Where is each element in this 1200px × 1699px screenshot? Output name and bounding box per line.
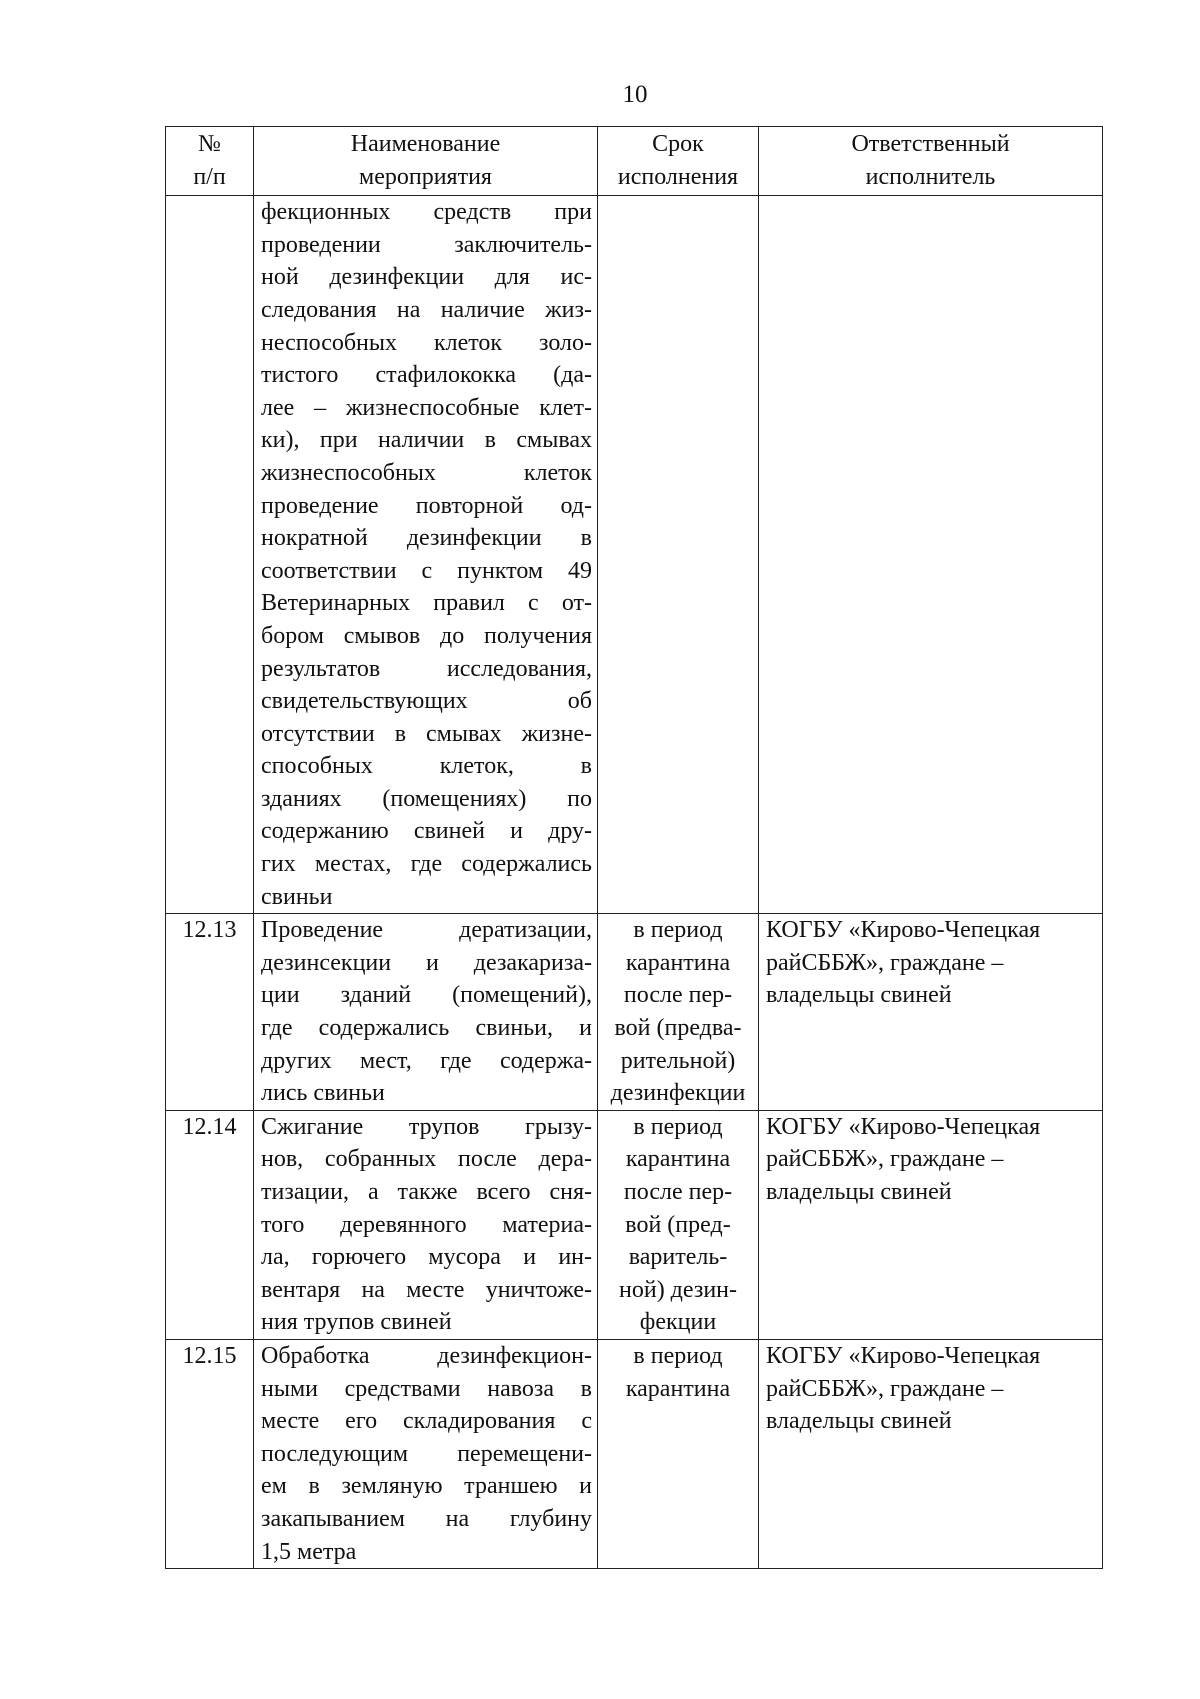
measure-name-cell bbox=[254, 1339, 598, 1568]
row-number: 12.13 bbox=[182, 917, 237, 944]
header-term-line: Срок bbox=[652, 131, 704, 157]
header-num-line: п/п bbox=[193, 163, 226, 190]
measure-name-line: Проведение дератизации, bbox=[261, 917, 592, 944]
measure-name-line: проведении заключитель- bbox=[261, 231, 592, 258]
measure-name-line: где содержались свиньи, и bbox=[261, 1015, 592, 1042]
measure-name-line: ными средствами навоза в bbox=[261, 1375, 592, 1402]
header-num bbox=[166, 127, 254, 196]
term-line: карантина bbox=[625, 1146, 731, 1173]
measure-name-line: содержанию свиней и дру- bbox=[261, 818, 592, 845]
measure-name-line: ла, горючего мусора и ин- bbox=[261, 1244, 592, 1271]
measure-name-line: лись свиньи bbox=[261, 1080, 385, 1107]
responsible-line: КОГБУ «Кирово-Чепецкая bbox=[766, 1113, 1041, 1140]
responsible-line: владельцы свиней bbox=[766, 1179, 952, 1205]
header-resp-line: Ответственный bbox=[851, 131, 1010, 157]
measures-table bbox=[165, 126, 1103, 1569]
responsible-cell bbox=[759, 914, 1103, 1111]
header-name-line: мероприятия bbox=[359, 163, 492, 190]
measure-name-line: свидетельствующих об bbox=[261, 688, 592, 715]
measure-name-line: следования на наличие жиз- bbox=[261, 296, 592, 323]
header-name bbox=[254, 127, 598, 196]
table-body bbox=[166, 196, 1103, 1569]
row-number: 12.14 bbox=[182, 1113, 237, 1140]
term-cell bbox=[598, 1339, 759, 1568]
header-name-line: Наименование bbox=[350, 131, 501, 157]
measure-name-line: тистого стафилококка (да- bbox=[261, 362, 592, 389]
responsible-line: райСББЖ», граждане – bbox=[766, 1375, 1004, 1402]
responsible-line: райСББЖ», граждане – bbox=[766, 1146, 1004, 1173]
term-line: варитель- bbox=[628, 1244, 728, 1271]
term-line: ной) дезин- bbox=[619, 1276, 737, 1303]
responsible-line: райСББЖ», граждане – bbox=[766, 949, 1004, 976]
term-cell bbox=[598, 1110, 759, 1339]
term-line: рительной) bbox=[620, 1047, 736, 1074]
header-term bbox=[598, 127, 759, 196]
measure-name-line: зданиях (помещениях) по bbox=[261, 785, 592, 812]
term-line: карантина bbox=[625, 949, 731, 976]
term-line: фекции bbox=[639, 1309, 717, 1336]
term-line: в период bbox=[633, 1342, 723, 1369]
measure-name-cell bbox=[254, 196, 598, 914]
measure-name-line: проведение повторной од- bbox=[261, 492, 592, 519]
measure-name-line: Ветеринарных правил с от- bbox=[261, 590, 592, 617]
measure-name-line: неспособных клеток золо- bbox=[261, 329, 592, 356]
measure-name-line: Сжигание трупов грызу- bbox=[261, 1113, 592, 1140]
table-header-row bbox=[166, 127, 1103, 196]
measure-name-line: соответствии с пунктом 49 bbox=[261, 557, 592, 584]
measure-name-cell bbox=[254, 1110, 598, 1339]
page-number: 10 bbox=[622, 81, 648, 108]
measure-name-line: Обработка дезинфекцион- bbox=[261, 1342, 592, 1369]
measure-name-line: ной дезинфекции для ис- bbox=[261, 264, 592, 291]
responsible-cell bbox=[759, 1110, 1103, 1339]
measure-name-line: ции зданий (помещений), bbox=[261, 982, 592, 1009]
responsible-line: владельцы свиней bbox=[766, 1408, 952, 1435]
responsible-line: КОГБУ «Кирово-Чепецкая bbox=[766, 917, 1041, 944]
term-line: вой (пред- bbox=[625, 1211, 731, 1238]
measure-name-line: того деревянного материа- bbox=[261, 1211, 592, 1238]
measure-name-line: лее – жизнеспособные клет- bbox=[261, 394, 592, 421]
measure-name-line: отсутствии в смывах жизне- bbox=[261, 720, 592, 747]
term-line: в период bbox=[633, 917, 723, 944]
measure-name-line: ки), при наличии в смывах bbox=[261, 427, 592, 454]
term-line: вой (предва- bbox=[614, 1015, 742, 1042]
measure-name-line: вентаря на месте уничтоже- bbox=[261, 1276, 592, 1303]
header-term-line: исполнения bbox=[617, 163, 739, 190]
measure-name-line: тизации, а также всего сня- bbox=[261, 1179, 592, 1205]
term-line: после пер- bbox=[623, 982, 733, 1009]
measure-name-line: результатов исследования, bbox=[261, 655, 592, 682]
term-line: карантина bbox=[625, 1375, 731, 1402]
term-line: после пер- bbox=[623, 1179, 733, 1205]
measure-name-line: жизнеспособных клеток bbox=[261, 459, 592, 486]
responsible-cell bbox=[759, 1339, 1103, 1568]
measure-name-line: закапыванием на глубину bbox=[261, 1505, 592, 1532]
measure-name-cell bbox=[254, 914, 598, 1111]
measure-name-line: гих местах, где содержались bbox=[261, 851, 592, 878]
header-resp-line: исполнитель bbox=[865, 163, 996, 190]
measure-name-line: нов, собранных после дера- bbox=[261, 1146, 592, 1173]
measure-name-line: фекционных средств при bbox=[261, 199, 592, 226]
row-number-cell bbox=[166, 1110, 254, 1339]
measure-name-line: ния трупов свиней bbox=[261, 1309, 452, 1336]
responsible-line: владельцы свиней bbox=[766, 982, 952, 1009]
row-number-cell bbox=[166, 914, 254, 1111]
header-resp bbox=[759, 127, 1103, 196]
measure-name-line: последующим перемещени- bbox=[261, 1440, 592, 1467]
measure-name-line: дезинсекции и дезакариза- bbox=[261, 949, 592, 976]
measure-name-line: ем в земляную траншею и bbox=[261, 1473, 592, 1500]
measure-name-line: свиньи bbox=[261, 883, 333, 910]
term-line: в период bbox=[633, 1113, 723, 1140]
responsible-line: КОГБУ «Кирово-Чепецкая bbox=[766, 1342, 1041, 1369]
header-num-line: № bbox=[198, 131, 221, 157]
table-row bbox=[166, 914, 1103, 1111]
row-number-cell bbox=[166, 196, 254, 914]
row-number-cell bbox=[166, 1339, 254, 1568]
table-row bbox=[166, 1110, 1103, 1339]
table-row bbox=[166, 1339, 1103, 1568]
measure-name-line: 1,5 метра bbox=[261, 1538, 357, 1565]
measure-name-line: нократной дезинфекции в bbox=[261, 525, 592, 552]
term-line: дезинфекции bbox=[610, 1080, 746, 1107]
responsible-cell bbox=[759, 196, 1103, 914]
measure-name-line: бором смывов до получения bbox=[261, 622, 592, 649]
row-number: 12.15 bbox=[182, 1342, 237, 1369]
measure-name-line: способных клеток, в bbox=[261, 753, 592, 780]
term-cell bbox=[598, 196, 759, 914]
measure-name-line: месте его складирования с bbox=[261, 1408, 592, 1435]
term-cell bbox=[598, 914, 759, 1111]
table-row bbox=[166, 196, 1103, 914]
measure-name-line: других мест, где содержа- bbox=[261, 1047, 592, 1074]
